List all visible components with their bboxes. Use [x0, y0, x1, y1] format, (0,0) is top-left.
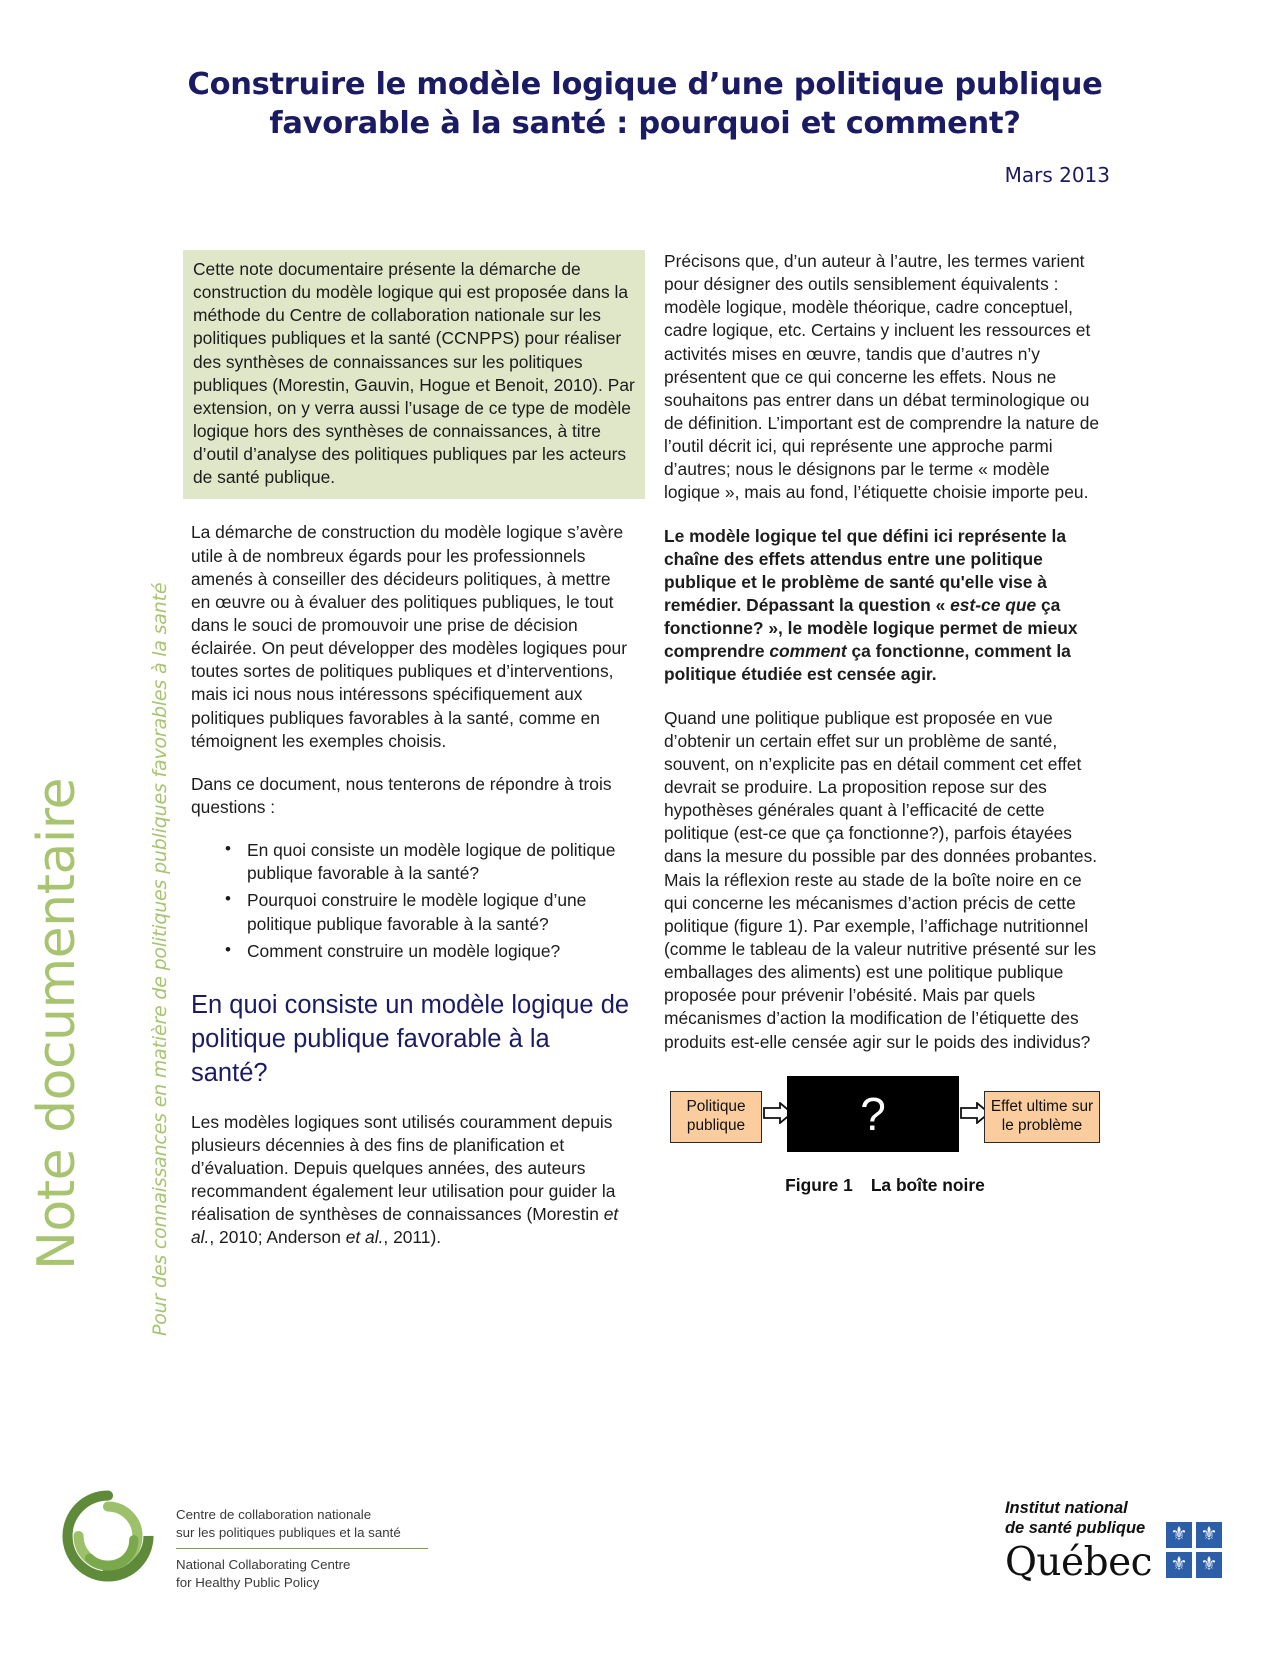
- page-title: [180, 66, 1110, 143]
- fleur-de-lis-icon: ⚜: [1166, 1522, 1192, 1548]
- left-paragraph-3: [191, 1111, 633, 1250]
- right-paragraph-2-part-a: Le modèle logique tel que défini ici représente la chaîne des effets attendus entre une politique publique et le problème de santé qu'elle vise à remédier. Dépassant la question «: [664, 525, 1067, 615]
- inspq-name-line2: de santé publique: [1004, 1519, 1146, 1538]
- questions-list: [191, 839, 633, 963]
- citation-etal-1: et al.: [191, 1204, 619, 1248]
- quebec-wordmark: Québec: [1004, 1539, 1152, 1585]
- page-title-line1: Construire le modèle logique d’une politique publique: [187, 67, 1103, 102]
- series-title: Note documentaire: [27, 777, 87, 1270]
- right-paragraph-1: Précisons que, d’un auteur à l’autre, les termes varient pour désigner des outils sensiblement équivalents : modèle logique, modèle théorique, cadre conceptuel, cadre logique, etc. Certains y incluent les ressources et activités mises en œuvre, tandis que d’autres n’y présentent que ce qui concerne les effets. Nous ne souhaitons pas entrer dans un débat terminologique ou de définition. L’important est de comprendre la nature de l’outil décrit ici, qui représente une approche parmi d’autres; nous le désignons par le terme « modèle logique », mais au fond, l’étiquette choisie importe peu.: [664, 251, 1100, 503]
- list-item: • Pourquoi construire le modèle logique d’une politique publique favorable à la santé?: [225, 889, 633, 935]
- question-mark-icon: ?: [860, 1087, 886, 1140]
- ccnpps-logo-text: [176, 1506, 428, 1591]
- inspq-name: [1005, 1498, 1152, 1539]
- summary-callout-text: Cette note documentaire présente la démarche de construction du modèle logique qui est proposée dans la méthode du Centre de collaboration nationale sur les politiques publiques et la santé (CCNPPS) pour réaliser des synthèses de connaissances sur les politiques publiques (Morestin, Gauvin, Hogue et Benoit, 2010). Par extension, on y verra aussi l’usage de ce type de modèle logique hors des synthèses de connaissances, à titre d’outil d’analyse des politiques publiques par les acteurs de santé publique.: [193, 259, 635, 488]
- fleur-de-lis-icon: ⚜: [1166, 1552, 1192, 1578]
- vertical-series-band: [0, 250, 176, 1430]
- ccnpps-spiral-icon: [62, 1490, 154, 1582]
- series-subtitle: Pour des connaissances en matière de politiques publiques favorables à la santé: [149, 582, 171, 1336]
- ccnpps-name-fr-line1: Centre de collaboration nationale: [176, 1507, 372, 1522]
- right-paragraph-3: Quand une politique publique est proposée en vue d’obtenir un certain effet sur un problème de santé, souvent, on n’explicite pas en détail comment cet effet devrait se produire. La proposition repose sur des hypothèses générales quant à l’efficacité de cette politique (est-ce que ça fonctionne?), parfois étayées dans la mesure du possible par des données probantes. Mais la réflexion reste au stade de la boîte noire en ce qui concerne les mécanismes d’action précis de cette politique (figure 1). Par exemple, l’affichage nutritionnel (comme le tableau de la valeur nutritive présenté sur les emballages des aliments) est une politique publique proposée pour prévenir l’obésité. Mais par quels mécanismes d’action la modification de l’étiquette des produits est-elle censée agir sur le poids des individus?: [664, 707, 1098, 1052]
- emphasis-comment: comment: [769, 641, 847, 662]
- document-footer: [0, 1480, 1280, 1630]
- left-paragraph-3-part-a: Les modèles logiques sont utilisés couramment depuis plusieurs décennies à des fins de planification et d’évaluation. Depuis quelques années, des auteurs recommandent également leur utilisation pour guider la réalisation de synthèses de connaissances (Morestin: [191, 1111, 616, 1225]
- list-item: • En quoi consiste un modèle logique de politique publique favorable à la santé?: [225, 839, 633, 885]
- figure-caption: [664, 1174, 1106, 1197]
- diagram-black-box: [787, 1076, 959, 1152]
- list-item: • Comment construire un modèle logique?: [225, 940, 633, 963]
- page-title-line2: favorable à la santé : pourquoi et comment?: [269, 105, 1021, 141]
- figure-caption-text: La boîte noire: [870, 1174, 985, 1195]
- ccnpps-logo: [62, 1490, 428, 1591]
- left-paragraph-3-part-c: , 2011).: [383, 1227, 442, 1248]
- inspq-name-line1: Institut national: [1004, 1499, 1128, 1517]
- black-box-diagram: [664, 1074, 1106, 1152]
- logo-divider: [176, 1548, 428, 1549]
- left-paragraph-3-part-b: , 2010; Anderson: [209, 1227, 346, 1248]
- right-paragraph-2-part-c: ça fonctionne, comment la politique étudiée est censée agir.: [664, 641, 1071, 685]
- right-paragraph-2-part-b: ça fonctionne? », le modèle logique permet de mieux comprendre: [664, 594, 1078, 662]
- inspq-quebec-logo: [1004, 1498, 1222, 1585]
- left-paragraph-2: Dans ce document, nous tenterons de répondre à trois questions :: [191, 773, 612, 817]
- right-paragraph-2-bold: [664, 525, 1106, 687]
- summary-callout-box: [183, 250, 645, 499]
- section-heading: En quoi consiste un modèle logique de politique publique favorable à la santé?: [191, 990, 630, 1087]
- diagram-box-effet-ultime: Effet ultime sur le problème: [984, 1091, 1100, 1143]
- fleur-de-lis-icon: ⚜: [1196, 1522, 1222, 1548]
- left-text-column: [191, 250, 633, 1269]
- inspq-wordblock: [1004, 1498, 1152, 1585]
- diagram-box-politique-publique: Politique publique: [670, 1091, 762, 1143]
- publication-date: Mars 2013: [1004, 163, 1110, 188]
- emphasis-est-ce-que: est-ce que: [950, 594, 1037, 615]
- ccnpps-name-en-line2: for Healthy Public Policy: [176, 1574, 320, 1590]
- left-paragraph-1: La démarche de construction du modèle logique s’avère utile à de nombreux égards pour les professionnels amenés à conseiller des décideurs politiques, à mettre en œuvre ou à évaluer des politiques publiques, le tout dans le souci de promouvoir une prise de décision éclairée. On peut développer des modèles logiques pour toutes sortes de politiques publiques et d’interventions, mais ici nous nous intéressons spécifiquement aux politiques publiques favorables à la santé, comme en témoignent les exemples choisis.: [191, 522, 628, 751]
- right-text-column: [664, 250, 1106, 1197]
- citation-etal-2: et al.: [345, 1227, 384, 1248]
- figure-1-container: [664, 1074, 1106, 1197]
- quebec-flag-icon: [1166, 1522, 1222, 1578]
- ccnpps-name-fr-line2: sur les politiques publiques et la santé: [176, 1524, 401, 1540]
- figure-caption-number: Figure 1: [785, 1174, 853, 1195]
- ccnpps-name-en-line1: National Collaborating Centre: [176, 1557, 351, 1573]
- fleur-de-lis-icon: ⚜: [1196, 1552, 1222, 1578]
- document-header: [180, 66, 1110, 187]
